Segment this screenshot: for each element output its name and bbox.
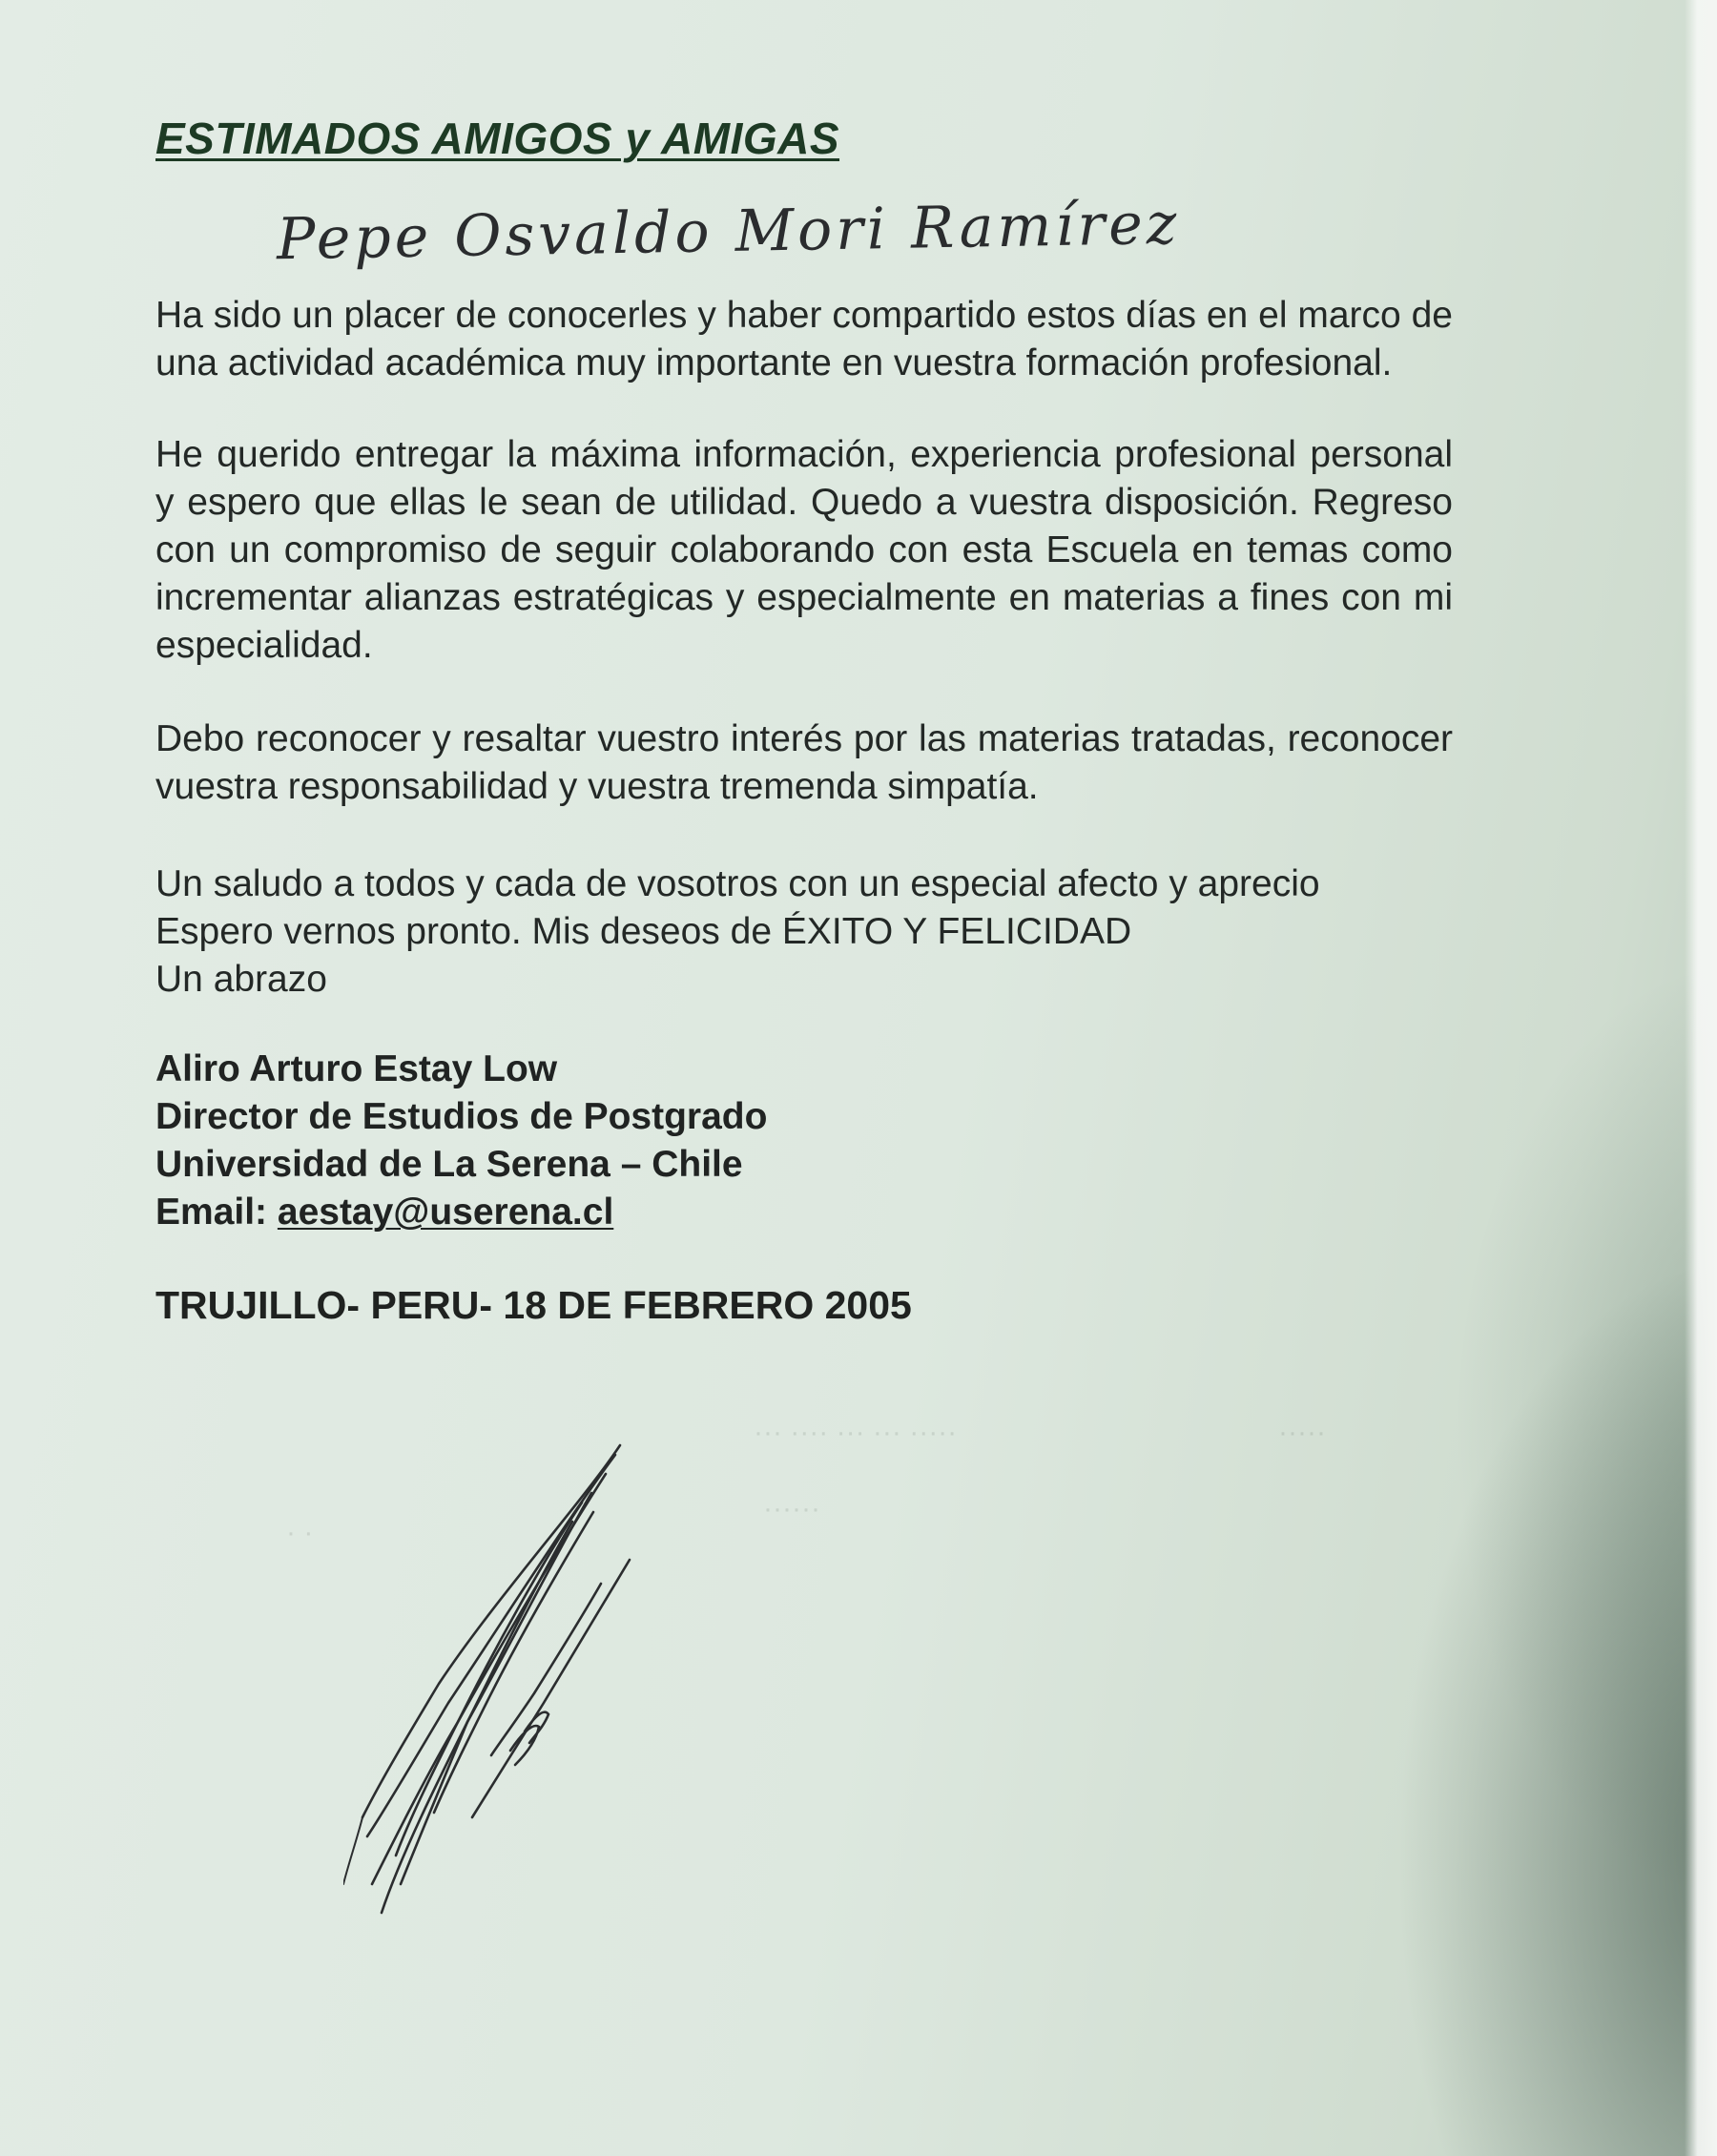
paragraph-1: Ha sido un placer de conocerles y haber compartido estos días en el marco de una actividad académica muy importante en vuestra formación profesional. — [155, 295, 1453, 384]
greeting-heading: ESTIMADOS AMIGOS y AMIGAS — [155, 114, 840, 163]
signer-name: Aliro Arturo Estay Low — [155, 1048, 558, 1089]
paragraph-3: Debo reconocer y resaltar vuestro interés por las materias tratadas, reconocer vuestra responsabilidad y vuestra tremenda simpatía. — [155, 718, 1453, 807]
bleed-through-text: ····· — [1278, 1417, 1326, 1448]
signer-title: Director de Estudios de Postgrado — [155, 1096, 768, 1137]
paper-edge — [1685, 0, 1717, 2156]
letter-body — [155, 113, 1453, 1369]
signer-email-line — [155, 1189, 1453, 1236]
signature-block — [155, 1046, 1453, 1236]
closing-wishes: Espero vernos pronto. Mis deseos de ÉXITO Y FELICIDAD — [155, 911, 1132, 952]
place-date: TRUJILLO- PERU- 18 DE FEBRERO 2005 — [155, 1283, 912, 1327]
bleed-through-text: ··· ···· ··· ··· ····· — [754, 1417, 958, 1448]
paragraph-2: He querido entregar la máxima información, experiencia profesional personal y espero que ellas le sean de utilidad. Quedo a vuestra disposición. Regreso con un compromiso de seguir colaborando con esta Escuela en temas como incrementar alianzas estratégicas y especialmente en materias a fines con mi especialidad. — [155, 434, 1453, 666]
signer-institution: Universidad de La Serena – Chile — [155, 1144, 743, 1185]
signature-scribble — [343, 1436, 687, 1932]
email-label: Email: — [155, 1192, 278, 1233]
bleed-through-text: ······ — [763, 1493, 820, 1524]
email-link[interactable]: aestay@userena.cl — [277, 1192, 614, 1233]
paragraph-4: Un saludo a todos y cada de vosotros con un especial afecto y aprecio — [155, 863, 1320, 904]
handwritten-recipient-name: Pepe Osvaldo Mori Ramírez — [276, 190, 1181, 274]
closing-hug: Un abrazo — [155, 959, 327, 1000]
bleed-through-text: · · — [286, 1517, 314, 1548]
